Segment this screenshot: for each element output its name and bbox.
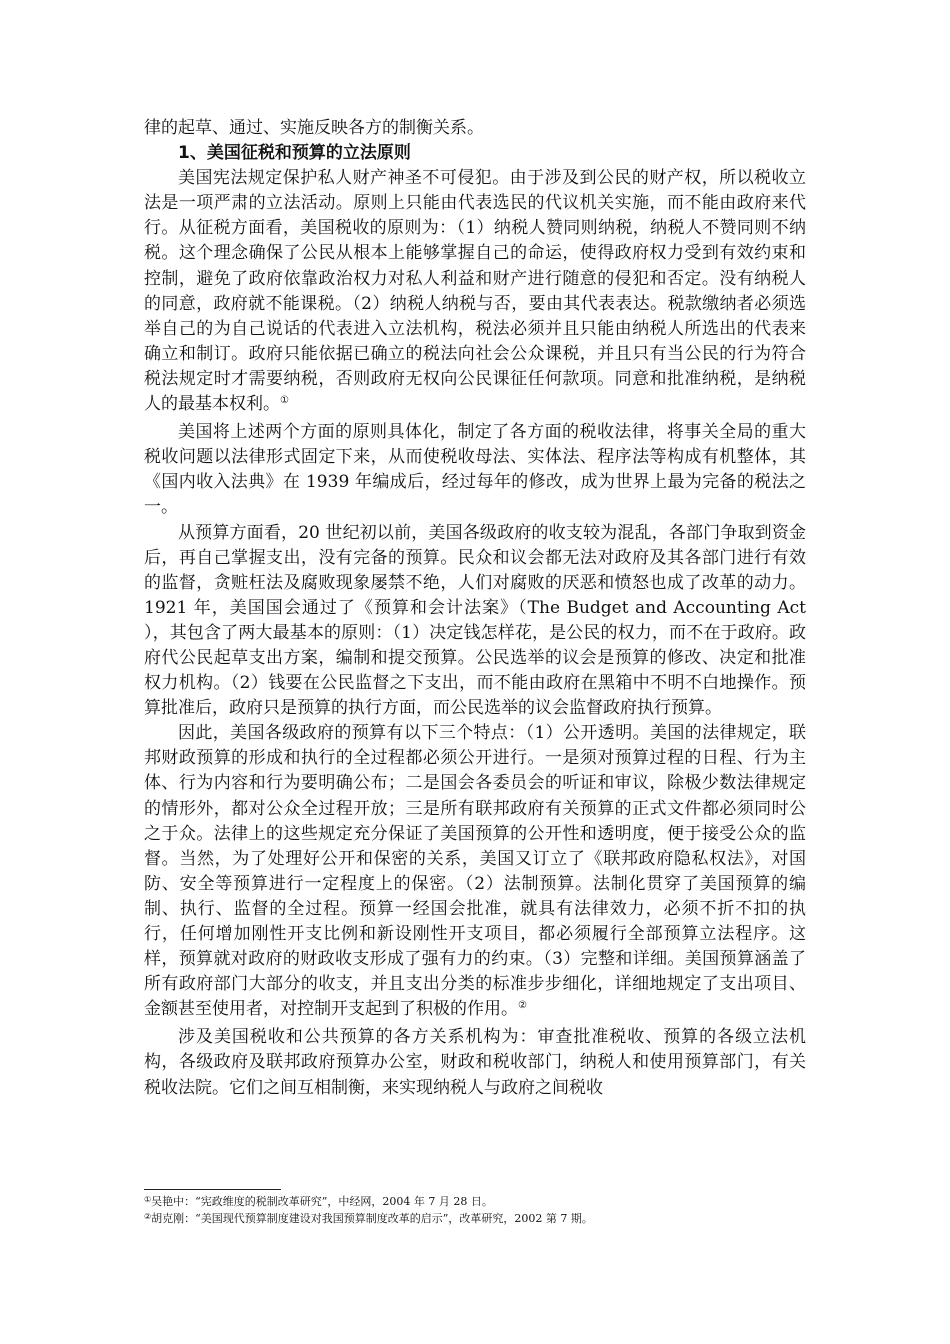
paragraph-3: 从预算方面看，20 世纪初以前，美国各级政府的收支较为混乱，各部门争取到资金后，再自己掌握支出，没有完备的预算。民众和议会都无法对政府及其各部门进行有效的监督，贪赃枉法及腐败现象屡禁不绝，人们对腐败的厌恶和愤怒也成了改革的动力。1921 年，美国国会通过了《预算和会计法案》（The Budget and Accounting Act ），其包含了两大最基本的原则：（1）决定钱怎样花，是公民的权力，而不在于政府。政府代公民起草支出方案，编制和提交预算。公民选举的议会是预算的修改、决定和批准权力机构。（2）钱要在公民监督之下支出，而不能由政府在黑箱中不明不白地操作。预算批准后，政府只是预算的执行方面，而公民选举的议会监督政府执行预算。 [144, 522, 806, 719]
paragraph-1-text: 美国宪法规定保护私人财产神圣不可侵犯。由于涉及到公民的财产权，所以税收立法是一项严肃的立法活动。原则上只能由代表选民的代议机关实施，而不能由政府来代行。从征税方面看，美国税收的原则为：（1）纳税人赞同则纳税，纳税人不赞同则不纳税。这个理念确保了公民从根本上能够掌握自己的命运，使得政府权力受到有效约束和控制，避免了政府依靠政治权力对私人利益和财产进行随意的侵犯和否定。没有纳税人的同意，政府就不能课税。（2）纳税人纳税与否，要由其代表表达。税款缴纳者必须选举自己的为自己说话的代表进入立法机构，税法必须并且只能由纳税人所选出的代表来确立和制订。政府只能依据已确立的税法向社会公众课税，并且只有当公民的行为符合税法规定时才需要纳税，否则政府无权向公民课征任何款项。同意和批准纳税，是纳税人的最基本权利。 [144, 168, 806, 415]
footnote-separator [144, 1189, 281, 1190]
footnotes [144, 1193, 806, 1227]
footnote-ref-2[interactable]: ② [518, 1000, 527, 1012]
paragraph-1 [144, 166, 806, 417]
footnote-1-text: 吴艳中：“宪政维度的税制改革研究”，中经网，2004 年 7 月 28 日。 [151, 1195, 493, 1208]
paragraph-4 [144, 721, 806, 1022]
footnote-ref-1[interactable]: ① [280, 395, 289, 407]
paragraph-4-text: 因此，美国各级政府的预算有以下三个特点：（1）公开透明。美国的法律规定，联邦财政预算的形成和执行的全过程都必须公开进行。一是须对预算过程的日程、行为主体、行为内容和行为要明确公布；二是国会各委员会的听证和审议，除极少数法律规定的情形外，都对公众全过程开放；三是所有联邦政府有关预算的正式文件都必须同时公之于众。法律上的这些规定充分保证了美国预算的公开性和透明度，便于接受公众的监督。当然，为了处理好公开和保密的关系，美国又订立了《联邦政府隐私权法》，对国防、安全等预算进行一定程度上的保密。（2）法制预算。法制化贯穿了美国预算的编制、执行、监督的全过程。预算一经国会批准，就具有法律效力，必须不折不扣的执行，任何增加刚性开支比例和新设刚性开支项目，都必须履行全部预算立法程序。这样，预算就对政府的财政收支形成了强有力的约束。（3）完整和详细。美国预算涵盖了所有政府部门大部分的收支，并且支出分类的标准步步细化，详细地规定了支出项目、金额甚至使用者，对控制开支起到了积极的作用。 [144, 723, 806, 1020]
intro-line: 律的起草、通过、实施反映各方的制衡关系。 [144, 118, 484, 138]
section-heading: 1、美国征税和预算的立法原则 [178, 143, 411, 164]
footnote-1-mark: ① [144, 1195, 152, 1204]
footnote-2-mark: ② [144, 1212, 152, 1221]
footnote-2-text: 胡克刚：“美国现代预算制度建设对我国预算制度改革的启示”，改革研究，2002 第 7 期。 [151, 1212, 593, 1225]
paragraph-5: 涉及美国税收和公共预算的各方关系机构为：审查批准税收、预算的各级立法机构，各级政府及联邦政府预算办公室，财政和税收部门，纳税人和使用预算部门，有关税收法院。它们之间互相制衡，来实现纳税人与政府之间税收 [144, 1027, 806, 1098]
paragraph-2: 美国将上述两个方面的原则具体化，制定了各方面的税收法律，将事关全局的重大税收问题以法律形式固定下来，从而使税收母法、实体法、程序法等构成有机整体，其《国内收入法典》在 1939 年编成后，经过每年的修改，成为世界上最为完备的税法之一。 [144, 422, 806, 518]
footnote-2 [144, 1210, 806, 1227]
body-text [144, 116, 806, 1101]
footnote-1 [144, 1193, 806, 1210]
